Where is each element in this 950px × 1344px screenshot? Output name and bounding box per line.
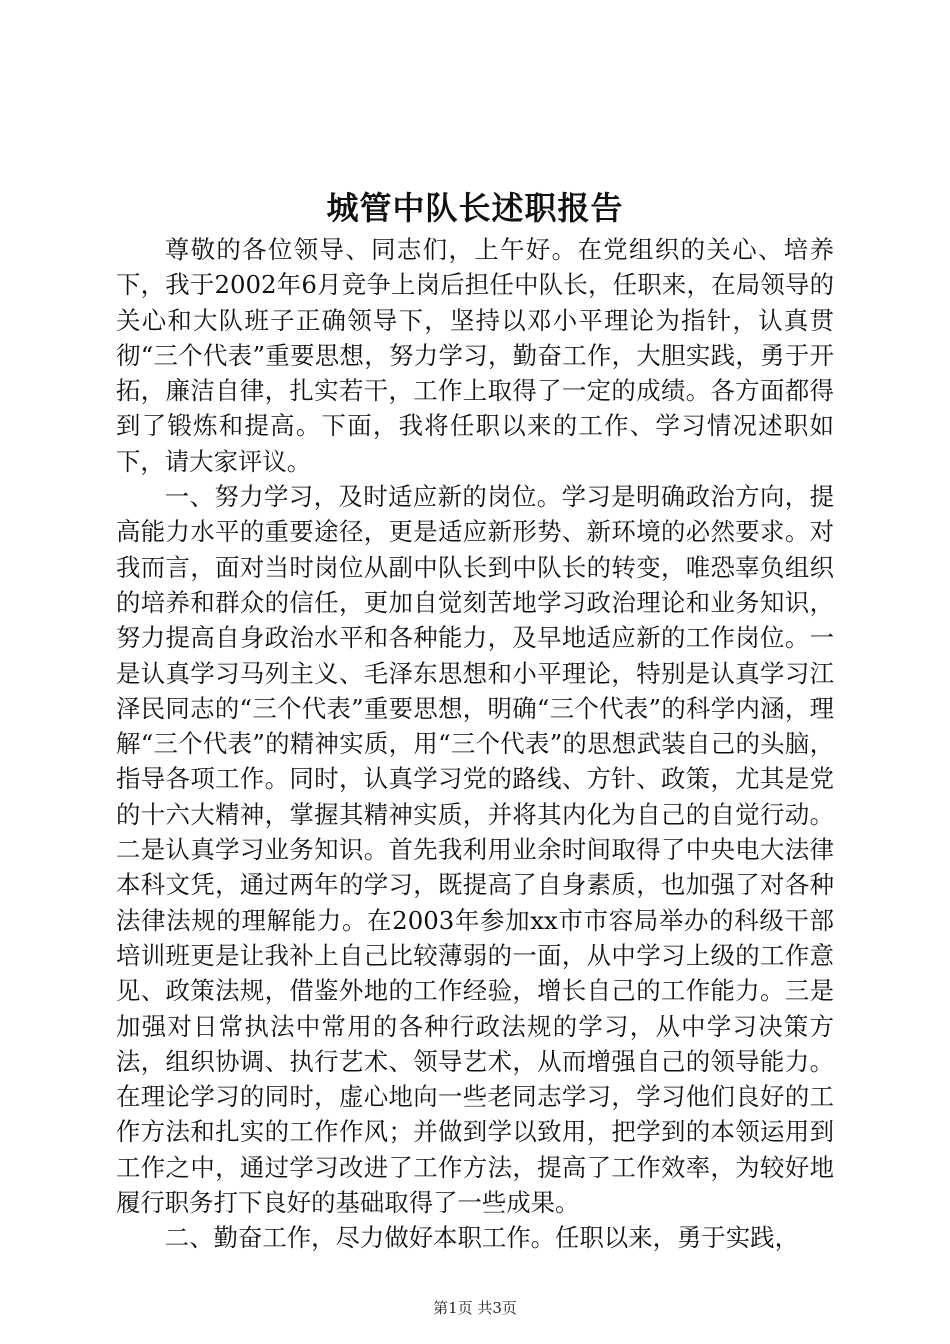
page-number-footer: 第1页 共3页 (433, 1299, 517, 1317)
document-title: 城管中队长述职报告 (326, 189, 624, 227)
document-body (116, 232, 834, 1256)
paragraph-section-one-study: 一、努力学习，及时适应新的岗位。学习是明确政治方向，提高能力水平的重要途径，更是适应新形势、新环境的必然要求。对我而言，面对当时岗位从副中队长到中队长的转变，唯恐辜负组织的培养和群众的信任，更加自觉刻苦地学习政治理论和业务知识，努力提高自身政治水平和各种能力，及早地适应新的工作岗位。一是认真学习马列主义、毛泽东思想和小平理论，特别是认真学习江泽民同志的“三个代表”重要思想，明确“三个代表”的科学内涵，理解“三个代表”的精神实质，用“三个代表”的思想武装自己的头脑，指导各项工作。同时，认真学习党的路线、方针、政策，尤其是党的十六大精神，掌握其精神实质，并将其内化为自己的自觉行动。二是认真学习业务知识。首先我利用业余时间取得了中央电大法律本科文凭，通过两年的学习，既提高了自身素质，也加强了对各种法律法规的理解能力。在2003年参加xx市市容局举办的科级干部培训班更是让我补上自己比较薄弱的一面，从中学习上级的工作意见、政策法规，借鉴外地的工作经验，增长自己的工作能力。三是加强对日常执法中常用的各种行政法规的学习，从中学习决策方法，组织协调、执行艺术、领导艺术，从而增强自己的领导能力。在理论学习的同时，虚心地向一些老同志学习，学习他们良好的工作方法和扎实的工作作风；并做到学以致用，把学到的本领运用到工作之中，通过学习改进了工作方法，提高了工作效率，为较好地履行职务打下良好的基础取得了一些成果。 (116, 482, 834, 1218)
paragraph-section-two-work: 二、勤奋工作，尽力做好本职工作。任职以来，勇于实践， (164, 1223, 799, 1253)
paragraph-greeting: 尊敬的各位领导、同志们，上午好。在党组织的关心、培养下，我于2002年6月竞争上岗后担任中队长，任职来，在局领导的关心和大队班子正确领导下，坚持以邓小平理论为指针，认真贯彻“三个代表”重要思想，努力学习，勤奋工作，大胆实践，勇于开拓，廉洁自律，扎实若干，工作上取得了一定的成绩。各方面都得到了锻炼和提高。下面，我将任职以来的工作、学习情况述职如下，请大家评议。 (116, 235, 834, 476)
